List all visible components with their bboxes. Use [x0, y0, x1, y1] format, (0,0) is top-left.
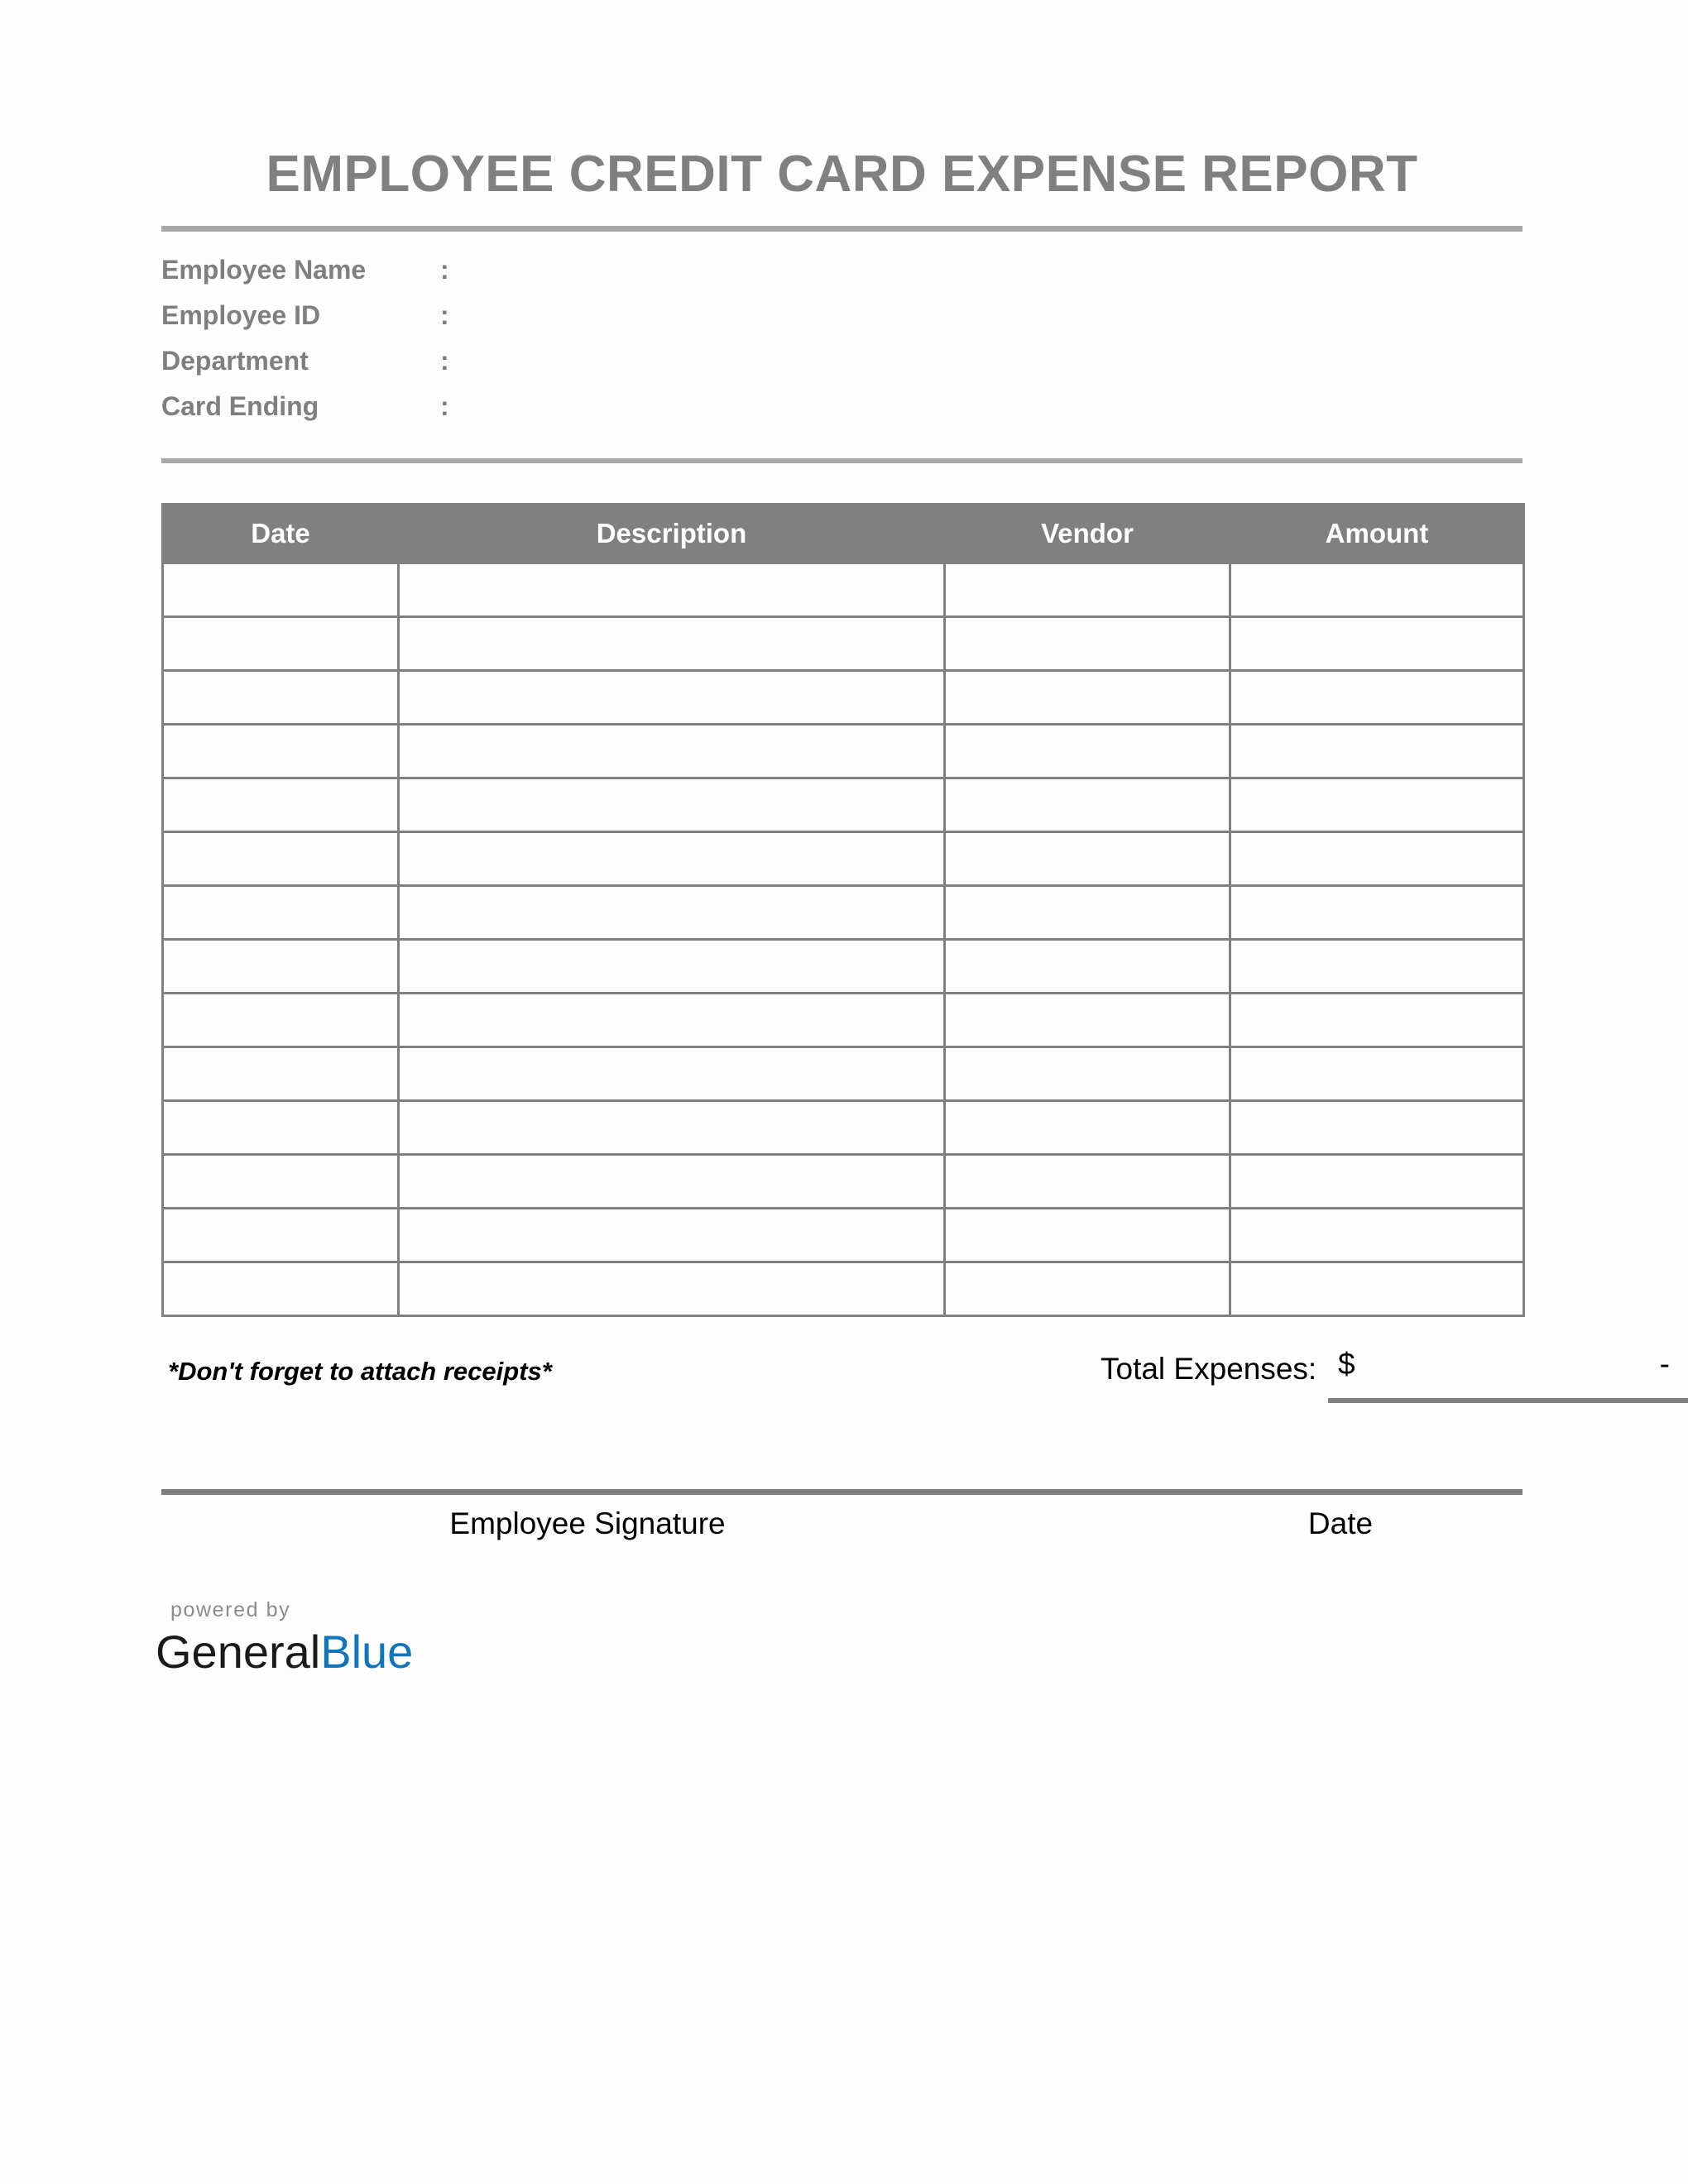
table-cell[interactable] [1230, 1262, 1524, 1316]
total-expenses-label: Total Expenses: [1101, 1352, 1317, 1387]
table-cell[interactable] [945, 1209, 1230, 1262]
table-header-row [163, 505, 1524, 563]
table-cell[interactable] [163, 778, 399, 832]
table-cell[interactable] [945, 725, 1230, 778]
expense-table-body [163, 563, 1524, 1316]
table-cell[interactable] [399, 1101, 945, 1155]
card-ending-label: Card Ending [161, 391, 319, 422]
table-cell[interactable] [945, 1101, 1230, 1155]
table-cell[interactable] [1230, 725, 1524, 778]
table-cell[interactable] [399, 886, 945, 940]
table-cell[interactable] [163, 994, 399, 1047]
table-cell[interactable] [163, 1155, 399, 1209]
employee-signature-label: Employee Signature [449, 1506, 726, 1541]
department-label: Department [161, 346, 309, 376]
column-header-vendor: Vendor [945, 505, 1230, 563]
table-cell[interactable] [1230, 1101, 1524, 1155]
currency-symbol: $ [1338, 1347, 1355, 1382]
table-cell[interactable] [399, 778, 945, 832]
field-employee-id[interactable] [161, 300, 1523, 346]
column-header-description: Description [399, 505, 945, 563]
table-cell[interactable] [163, 1047, 399, 1101]
table-cell[interactable] [163, 1262, 399, 1316]
table-cell[interactable] [945, 832, 1230, 886]
table-cell[interactable] [945, 1262, 1230, 1316]
table-cell[interactable] [399, 940, 945, 994]
employee-info-section [161, 232, 1523, 463]
footer-note-row [161, 1322, 1670, 1421]
table-cell[interactable] [163, 671, 399, 725]
table-cell[interactable] [163, 832, 399, 886]
report-sheet [161, 0, 1670, 1573]
employee-id-separator: : [440, 300, 449, 331]
table-cell[interactable] [1230, 940, 1524, 994]
table-cell[interactable] [163, 1101, 399, 1155]
info-divider [161, 458, 1523, 463]
expense-table [161, 503, 1525, 1317]
table-cell[interactable] [399, 1209, 945, 1262]
logo-wordmark [156, 1626, 503, 1678]
table-row [163, 1047, 1524, 1101]
employee-name-separator: : [440, 255, 449, 285]
table-cell[interactable] [163, 1209, 399, 1262]
table-cell[interactable] [163, 886, 399, 940]
total-expenses-value: - [1659, 1347, 1670, 1382]
table-cell[interactable] [163, 725, 399, 778]
field-department[interactable] [161, 346, 1523, 391]
card-ending-separator: : [440, 391, 449, 422]
table-row [163, 725, 1524, 778]
signature-date-label: Date [1307, 1506, 1374, 1541]
table-cell[interactable] [1230, 886, 1524, 940]
table-cell[interactable] [945, 994, 1230, 1047]
table-row [163, 1262, 1524, 1316]
table-cell[interactable] [163, 617, 399, 671]
table-row [163, 1101, 1524, 1155]
table-cell[interactable] [1230, 778, 1524, 832]
table-cell[interactable] [1230, 671, 1524, 725]
signature-divider [161, 1489, 1523, 1495]
receipt-reminder-note: *Don't forget to attach receipts* [168, 1357, 552, 1387]
table-cell[interactable] [945, 778, 1230, 832]
table-cell[interactable] [163, 563, 399, 617]
title-divider [161, 226, 1523, 232]
page-title: EMPLOYEE CREDIT CARD EXPENSE REPORT [266, 146, 1418, 203]
title-block [161, 0, 1523, 232]
column-header-amount: Amount [1230, 505, 1524, 563]
table-cell[interactable] [945, 1047, 1230, 1101]
table-cell[interactable] [399, 994, 945, 1047]
table-row [163, 994, 1524, 1047]
table-row [163, 563, 1524, 617]
generalblue-logo [156, 1598, 503, 1678]
table-cell[interactable] [1230, 832, 1524, 886]
table-cell[interactable] [945, 563, 1230, 617]
table-row [163, 617, 1524, 671]
table-cell[interactable] [1230, 1209, 1524, 1262]
table-cell[interactable] [399, 1262, 945, 1316]
table-cell[interactable] [1230, 994, 1524, 1047]
table-cell[interactable] [945, 1155, 1230, 1209]
table-row [163, 832, 1524, 886]
table-row [163, 886, 1524, 940]
department-separator: : [440, 346, 449, 376]
table-cell[interactable] [399, 1047, 945, 1101]
expense-table-head [163, 505, 1524, 563]
table-cell[interactable] [399, 563, 945, 617]
column-header-date: Date [163, 505, 399, 563]
total-expenses-field[interactable] [1328, 1347, 1688, 1403]
table-cell[interactable] [399, 725, 945, 778]
table-cell[interactable] [163, 940, 399, 994]
table-row [163, 778, 1524, 832]
table-row [163, 1155, 1524, 1209]
table-cell[interactable] [399, 832, 945, 886]
table-row [163, 671, 1524, 725]
table-cell[interactable] [1230, 617, 1524, 671]
powered-by-label: powered by [170, 1598, 291, 1621]
expense-table-wrapper [161, 503, 1523, 1317]
logo-blue-text: Blue [320, 1626, 414, 1678]
table-cell[interactable] [945, 940, 1230, 994]
signature-row [161, 1506, 1523, 1573]
table-cell[interactable] [1230, 1047, 1524, 1101]
table-cell[interactable] [399, 671, 945, 725]
table-cell[interactable] [945, 617, 1230, 671]
table-cell[interactable] [945, 886, 1230, 940]
employee-id-label: Employee ID [161, 300, 321, 331]
table-cell[interactable] [399, 1155, 945, 1209]
table-cell[interactable] [399, 617, 945, 671]
table-cell[interactable] [1230, 1155, 1524, 1209]
employee-name-label: Employee Name [161, 255, 367, 285]
logo-general-text: General [156, 1626, 321, 1678]
table-row [163, 940, 1524, 994]
field-employee-name[interactable] [161, 255, 1523, 300]
table-cell[interactable] [1230, 563, 1524, 617]
field-card-ending[interactable] [161, 391, 1523, 437]
table-row [163, 1209, 1524, 1262]
table-cell[interactable] [945, 671, 1230, 725]
